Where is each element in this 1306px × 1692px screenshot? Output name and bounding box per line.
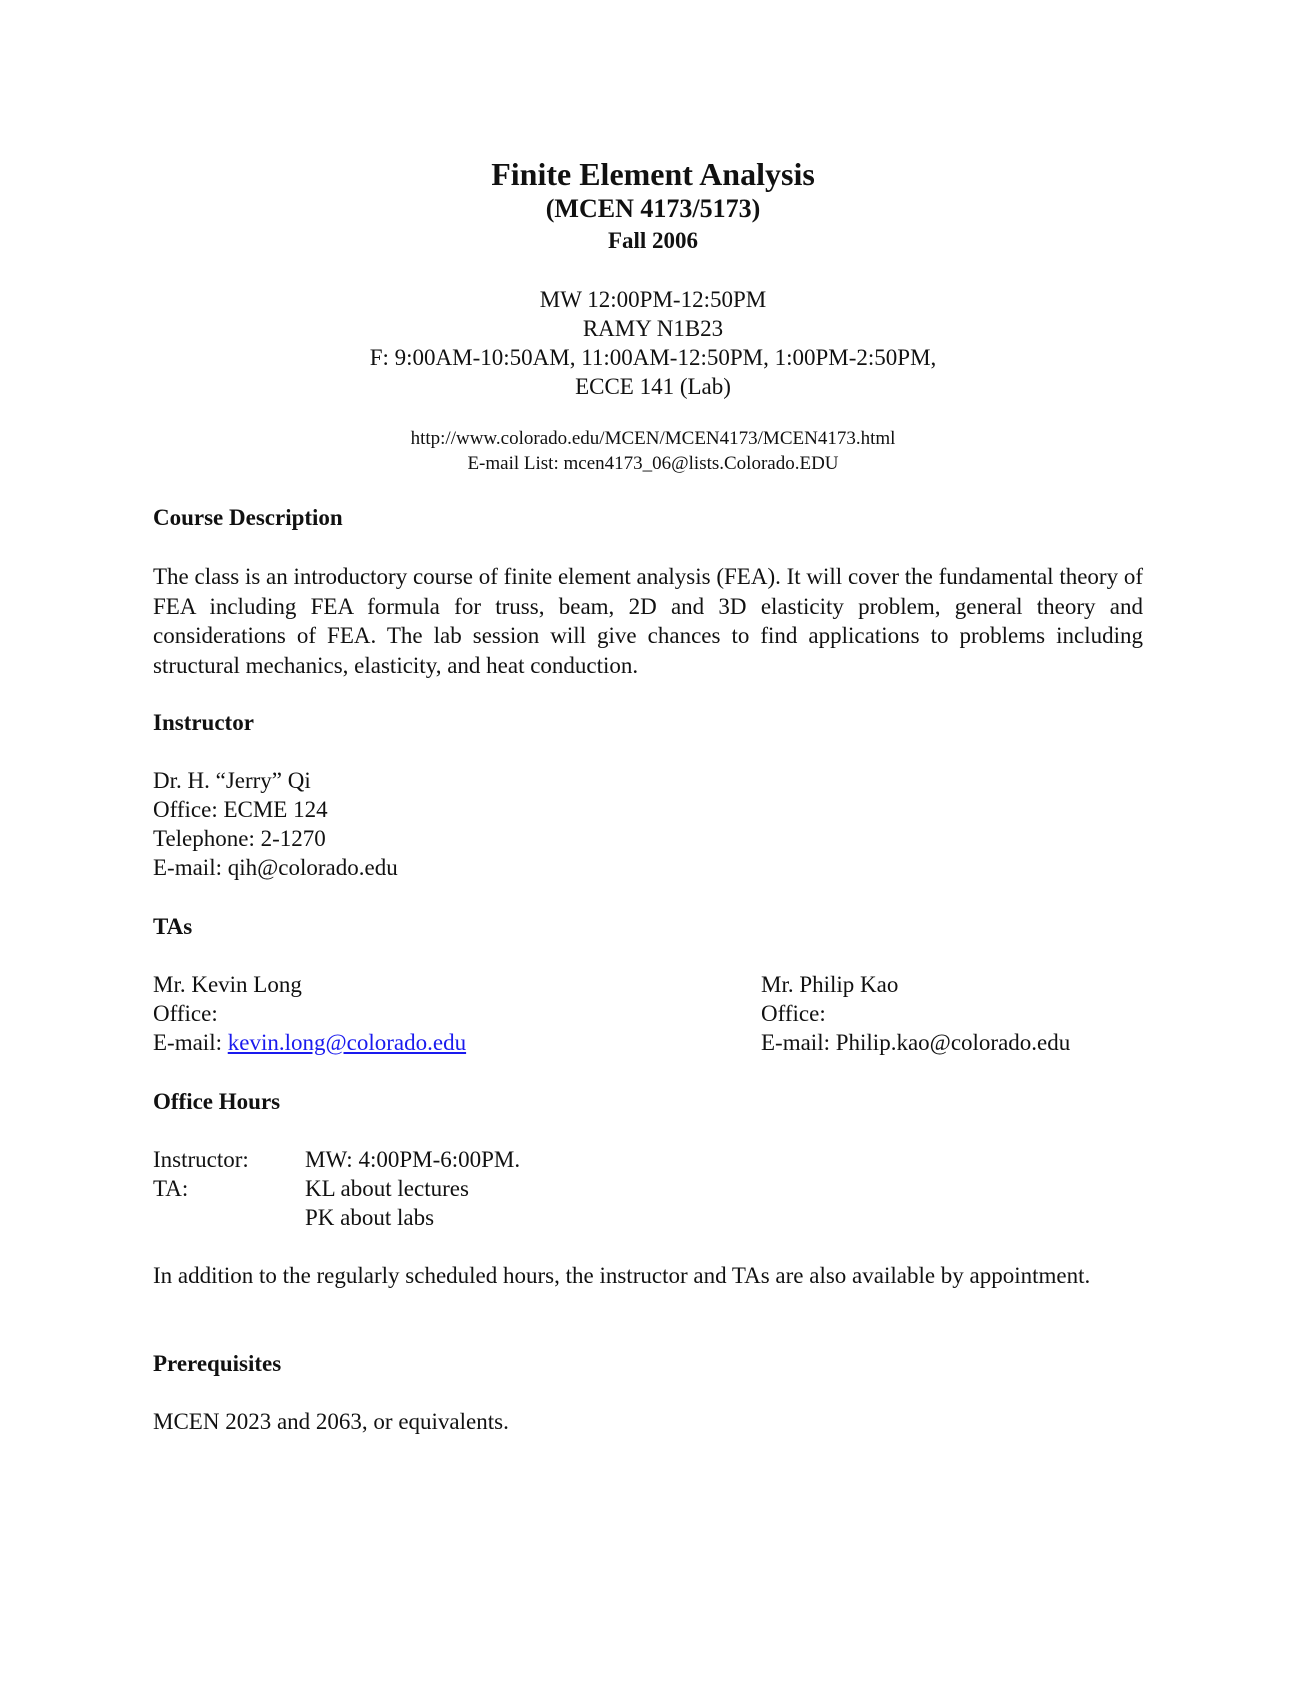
- office-hours-instructor-label: Instructor:: [153, 1147, 249, 1172]
- schedule-line-1: MW 12:00PM-12:50PM: [539, 287, 767, 312]
- prerequisites-text: MCEN 2023 and 2063, or equivalents.: [153, 1409, 509, 1434]
- ta1-email-line: [153, 1028, 466, 1057]
- course-url: http://www.colorado.edu/MCEN/MCEN4173/MCEN4173.html: [410, 428, 896, 449]
- schedule-line-3: F: 9:00AM-10:50AM, 11:00AM-12:50PM, 1:00PM-2:50PM,: [369, 345, 937, 370]
- ta1-email-link[interactable]: kevin.long@colorado.edu: [227, 1030, 467, 1055]
- schedule-line-4: ECCE 141 (Lab): [575, 374, 731, 399]
- email-list: E-mail List: mcen4173_06@lists.Colorado.EDU: [467, 453, 839, 474]
- ta2-office: Office:: [761, 1001, 826, 1026]
- ta2-email: E-mail: Philip.kao@colorado.edu: [761, 1030, 1071, 1055]
- instructor-office: Office: ECME 124: [153, 797, 328, 822]
- schedule-line-2: RAMY N1B23: [582, 316, 724, 341]
- ta1-office: Office:: [153, 1001, 218, 1026]
- instructor-name: Dr. H. “Jerry” Qi: [153, 768, 311, 793]
- course-code: (MCEN 4173/5173): [545, 194, 761, 223]
- tas-heading: TAs: [153, 914, 193, 939]
- office-hours-note: In addition to the regularly scheduled hours, the instructor and TAs are also available by appointment.: [153, 1263, 1091, 1288]
- office-hours-heading: Office Hours: [153, 1089, 281, 1114]
- course-description-text: The class is an introductory course of finite element analysis (FEA). It will cover the fundamental theory of FEA including FEA formula for truss, beam, 2D and 3D elasticity problem, general theory and considerations of FEA. The lab session will give chances to find applications to problems including structural mechanics, elasticity, and heat conduction.: [153, 564, 1143, 678]
- instructor-email: E-mail: qih@colorado.edu: [153, 855, 398, 880]
- course-term: Fall 2006: [607, 228, 699, 253]
- office-hours-ta-label: TA:: [153, 1176, 189, 1201]
- instructor-heading: Instructor: [153, 710, 254, 735]
- ta1-email-label: E-mail:: [153, 1030, 228, 1055]
- ta2-name: Mr. Philip Kao: [761, 972, 899, 997]
- course-title: Finite Element Analysis: [491, 156, 815, 192]
- course-description-heading: Course Description: [153, 505, 343, 530]
- office-hours-ta-line-2: PK about labs: [305, 1205, 435, 1230]
- office-hours-instructor-value: MW: 4:00PM-6:00PM.: [305, 1147, 521, 1172]
- instructor-telephone: Telephone: 2-1270: [153, 826, 326, 851]
- office-hours-ta-line-1: KL about lectures: [305, 1176, 469, 1201]
- prerequisites-heading: Prerequisites: [153, 1351, 282, 1376]
- ta1-name: Mr. Kevin Long: [153, 972, 302, 997]
